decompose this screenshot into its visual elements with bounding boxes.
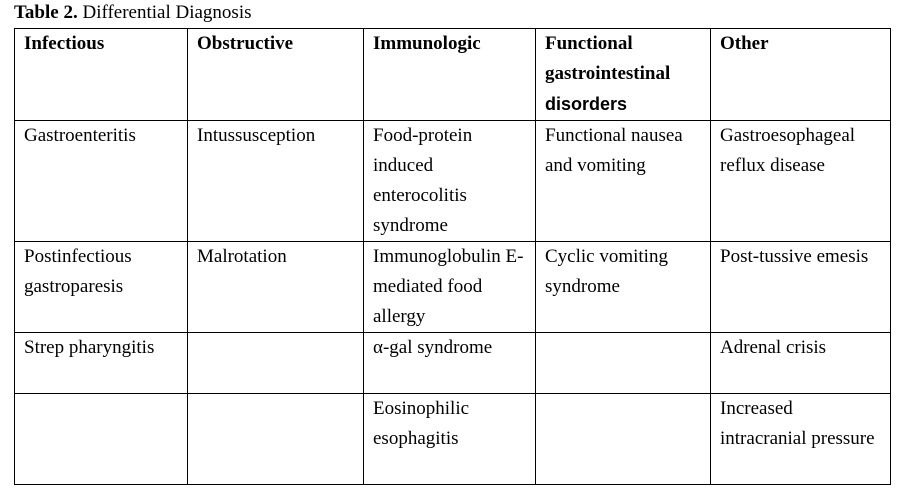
cell-immunologic: Immunoglobulin E-mediated food allergy <box>364 242 536 333</box>
table-row <box>15 121 891 242</box>
cell-functional <box>536 333 711 394</box>
table-caption <box>14 0 252 26</box>
header-functional-line-1: Functional <box>545 33 633 54</box>
cell-functional: Functional nausea and vomiting <box>536 121 711 242</box>
cell-other: Adrenal crisis <box>711 333 891 394</box>
cell-infectious: Strep pharyngitis <box>15 333 188 394</box>
cell-immunologic: Food-protein induced enterocolitis syndrome <box>364 121 536 242</box>
table-caption-title: Differential Diagnosis <box>77 2 252 23</box>
cell-infectious: Postinfectious gastroparesis <box>15 242 188 333</box>
cell-immunologic: α-gal syndrome <box>364 333 536 394</box>
header-obstructive: Obstructive <box>188 29 364 121</box>
cell-functional: Cyclic vomiting syndrome <box>536 242 711 333</box>
table-row <box>15 333 891 394</box>
cell-other: Increased intracranial pressure <box>711 394 891 485</box>
cell-other: Post-tussive emesis <box>711 242 891 333</box>
cell-obstructive <box>188 394 364 485</box>
cell-functional <box>536 394 711 485</box>
cell-obstructive: Intussusception <box>188 121 364 242</box>
table-header-row <box>15 29 891 121</box>
header-other: Other <box>711 29 891 121</box>
table-row <box>15 394 891 485</box>
cell-obstructive: Malrotation <box>188 242 364 333</box>
cell-infectious <box>15 394 188 485</box>
table-row <box>15 242 891 333</box>
table-caption-label: Table 2. <box>14 2 78 23</box>
header-infectious: Infectious <box>15 29 188 121</box>
cell-other: Gastroesophageal reflux disease <box>711 121 891 242</box>
cell-obstructive <box>188 333 364 394</box>
header-functional-gi-disorders <box>536 29 711 121</box>
cell-immunologic: Eosinophilic esophagitis <box>364 394 536 485</box>
cell-infectious: Gastroenteritis <box>15 121 188 242</box>
header-immunologic: Immunologic <box>364 29 536 121</box>
differential-diagnosis-table <box>14 28 891 485</box>
header-functional-line-3: disorders <box>545 94 628 114</box>
header-functional-line-2: gastrointestinal <box>545 63 671 84</box>
